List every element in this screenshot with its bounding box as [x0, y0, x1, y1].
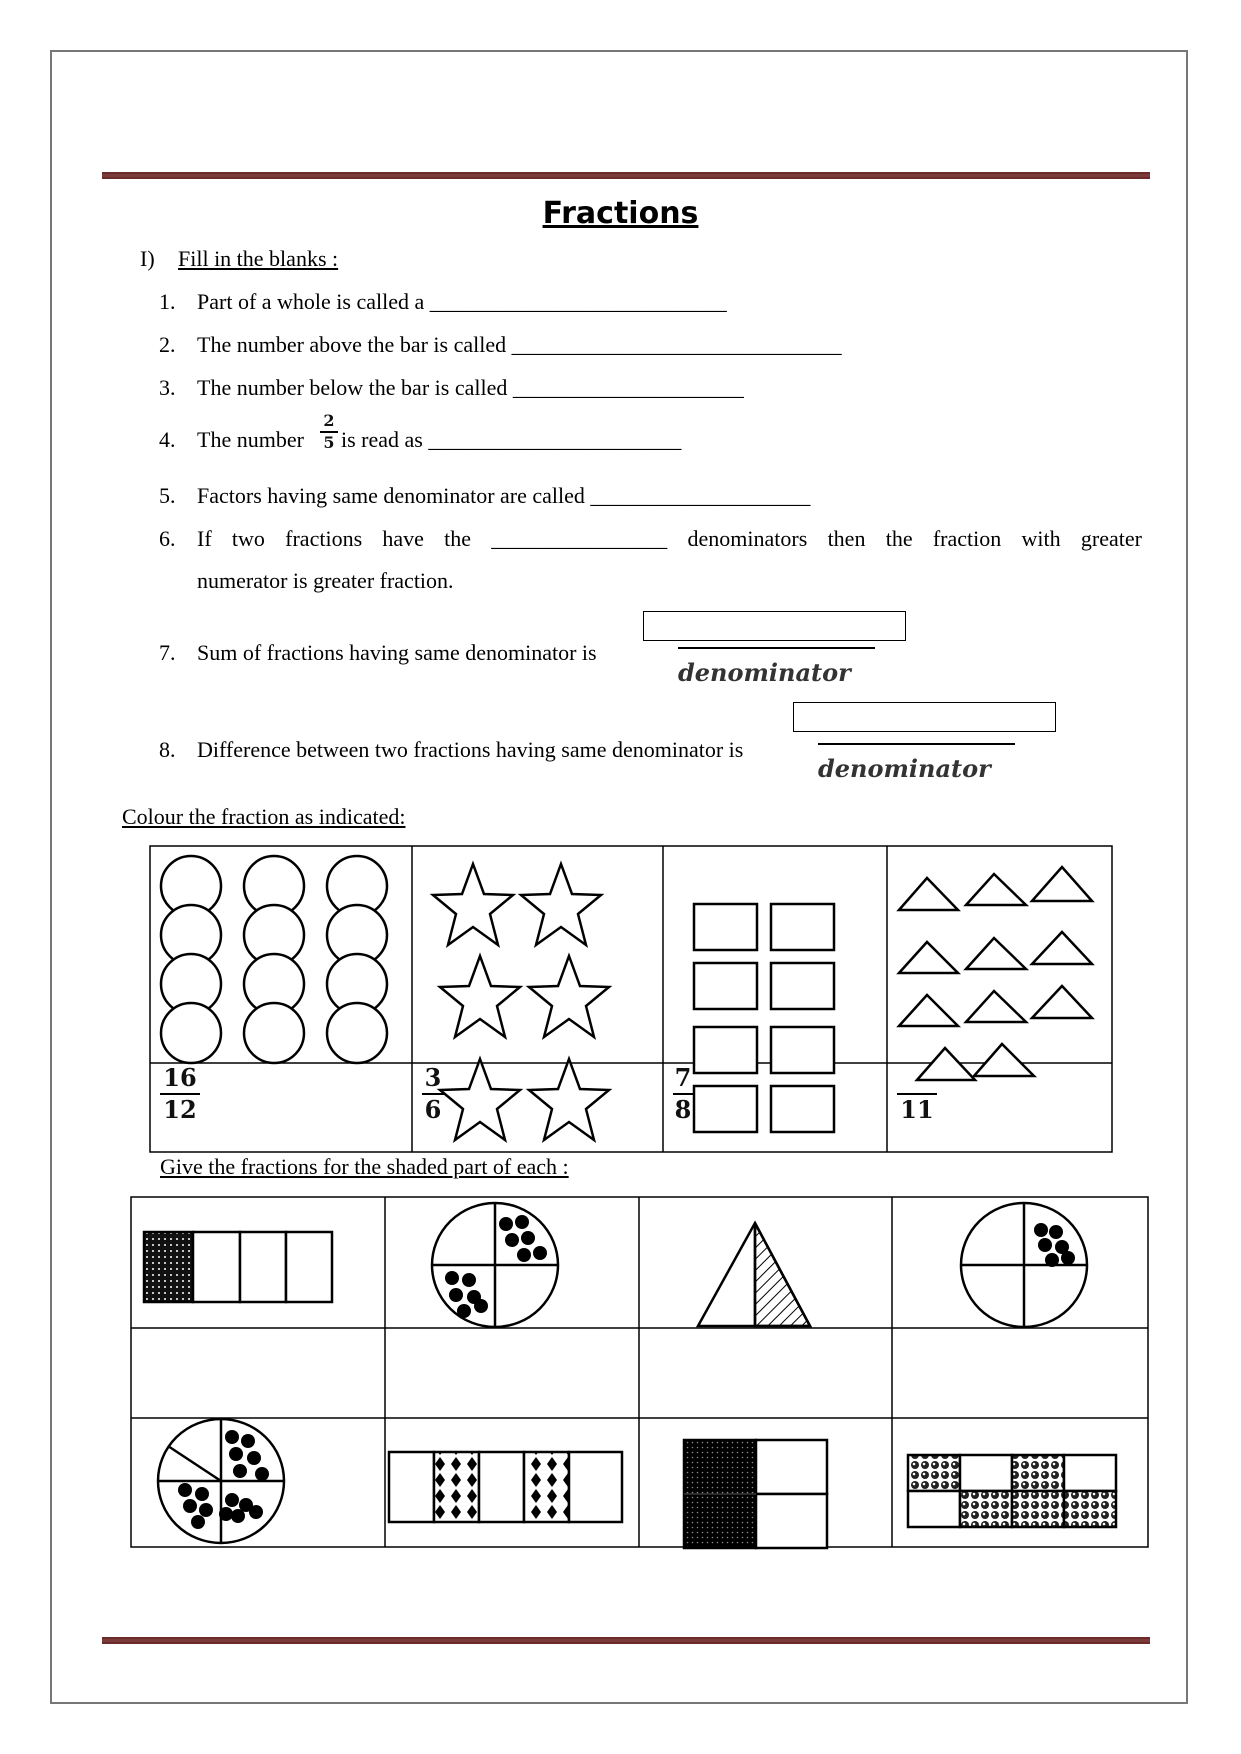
item-7-text: Sum of fractions having same denominator is [197, 640, 597, 665]
item-6-number: 6. [159, 526, 176, 551]
page-title: Fractions [542, 196, 699, 231]
item-4-numerator: 2 [323, 411, 335, 430]
item-6-word: fraction [932, 526, 1002, 551]
item-4-post: is read as _______________________ [341, 427, 682, 452]
item-2-number: 2. [159, 332, 176, 357]
item-6-word: the [885, 526, 913, 551]
shape-bar-fifths [389, 1452, 622, 1522]
shape-circle-quarter [961, 1203, 1087, 1327]
item-4-number: 4. [159, 427, 176, 452]
shape-circle-dots-2 [432, 1203, 558, 1327]
item-6-word: the [444, 526, 472, 551]
item-6-word: denominators [687, 526, 808, 551]
item-5-text: Factors having same denominator are called ____________________ [197, 483, 811, 508]
item-1-number: 1. [159, 289, 176, 314]
item-6-line2: numerator is greater fraction. [197, 568, 454, 593]
shape-square-halves [684, 1440, 827, 1548]
item-7-number: 7. [159, 640, 176, 665]
shape-triangle-half [698, 1223, 810, 1326]
item-8-number: 8. [159, 737, 176, 762]
item-3-number: 3. [159, 375, 176, 400]
fraction-numerator: 3 [424, 1063, 442, 1092]
shape-bar-quarter [144, 1232, 332, 1302]
shape-circle-sixths [158, 1419, 284, 1543]
item-4-pre: The number [197, 427, 304, 452]
item-5-number: 5. [159, 483, 176, 508]
item-4-denominator: 5 [323, 433, 335, 452]
triangles-group [899, 867, 1092, 1080]
fraction-numerator: 7 [674, 1064, 692, 1092]
item-6-word: with [1021, 526, 1061, 551]
item-2-text: The number above the bar is called ______________________________ [197, 332, 842, 357]
circles-group [161, 856, 387, 1063]
colour-fraction-1 [160, 1064, 200, 1124]
fraction-denominator: 6 [424, 1095, 442, 1124]
colour-fraction-2 [422, 1064, 444, 1124]
colour-fraction-3 [673, 1064, 693, 1124]
fraction-numerator: 16 [163, 1063, 197, 1092]
fraction-denominator: 8 [674, 1095, 692, 1124]
rectangles-group [694, 904, 834, 1132]
fraction-denominator: 12 [163, 1095, 197, 1124]
item-6-word: have [382, 526, 424, 551]
item-1-text: Part of a whole is called a ___________________________ [197, 289, 727, 314]
shape-grid-eighths [908, 1455, 1116, 1527]
fraction-denominator: 11 [900, 1095, 934, 1124]
item-6-word: greater [1080, 526, 1142, 551]
stars-group [433, 864, 609, 1140]
item-8-text: Difference between two fractions having same denominator is [197, 737, 744, 762]
item-7-denominator: denominator [678, 658, 851, 687]
item-6-word: fractions [285, 526, 363, 551]
item-6-blank: ________________ [491, 526, 668, 551]
section1-heading: Fill in the blanks : [178, 246, 339, 271]
item-6-word: If [197, 526, 212, 551]
section3-heading: Give the fractions for the shaded part of each : [160, 1154, 569, 1179]
item-3-text: The number below the bar is called _____________________ [197, 375, 744, 400]
section1-number: I) [140, 246, 155, 271]
item-8-denominator: denominator [818, 754, 991, 783]
item-6-word: then [827, 526, 866, 551]
colour-fraction-4 [897, 1064, 937, 1124]
section2-heading: Colour the fraction as indicated: [122, 804, 406, 829]
item-6-word: two [231, 526, 265, 551]
